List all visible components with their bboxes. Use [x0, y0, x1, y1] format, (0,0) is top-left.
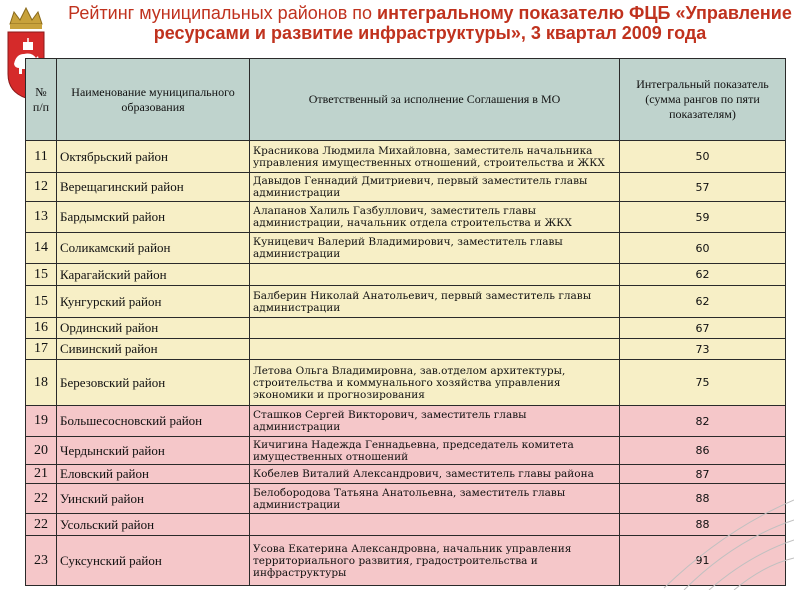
row-value: 88	[620, 514, 786, 536]
row-num: 21	[26, 465, 57, 484]
row-num: 16	[26, 318, 57, 339]
table-row	[26, 318, 786, 339]
row-responsible: Летова Ольга Владимировна, зав.отделом архитектуры, строительства и коммунального хозяйства управления экономики и прогнозирования	[250, 360, 620, 406]
row-num: 17	[26, 339, 57, 360]
row-num: 11	[26, 141, 57, 173]
row-num: 12	[26, 173, 57, 202]
row-value: 57	[620, 173, 786, 202]
row-value: 88	[620, 484, 786, 514]
row-district: Усольский район	[57, 514, 250, 536]
row-district: Большесосновский район	[57, 406, 250, 437]
row-district: Уинский район	[57, 484, 250, 514]
row-district: Верещагинский район	[57, 173, 250, 202]
row-num: 13	[26, 202, 57, 233]
row-num: 14	[26, 233, 57, 264]
row-district: Октябрьский район	[57, 141, 250, 173]
row-num: 19	[26, 406, 57, 437]
row-district: Березовский район	[57, 360, 250, 406]
header-indicator: Интегральный показатель (сумма рангов по пяти показателям)	[620, 59, 786, 141]
row-num: 15	[26, 286, 57, 318]
row-num: 22	[26, 514, 57, 536]
row-num: 15	[26, 264, 57, 286]
row-responsible	[250, 264, 620, 286]
row-value: 86	[620, 437, 786, 465]
row-value: 87	[620, 465, 786, 484]
row-responsible: Куницевич Валерий Владимирович, заместитель главы администрации	[250, 233, 620, 264]
row-district: Кунгурский район	[57, 286, 250, 318]
title-plain-text: Рейтинг муниципальных районов по	[68, 3, 378, 23]
row-responsible: Красникова Людмила Михайловна, заместитель начальника управления имущественных отношений, строительства и ЖКХ	[250, 141, 620, 173]
row-value: 91	[620, 536, 786, 586]
row-value: 50	[620, 141, 786, 173]
row-responsible: Усова Екатерина Александровна, начальник управления территориального развития, градостроительства и инфраструктуры	[250, 536, 620, 586]
table-row	[26, 141, 786, 173]
table-header-row	[26, 59, 786, 141]
row-value: 73	[620, 339, 786, 360]
table-row	[26, 233, 786, 264]
table-row	[26, 437, 786, 465]
row-num: 22	[26, 484, 57, 514]
row-district: Еловский район	[57, 465, 250, 484]
row-responsible	[250, 339, 620, 360]
row-district: Чердынский район	[57, 437, 250, 465]
row-num: 20	[26, 437, 57, 465]
table-row	[26, 339, 786, 360]
row-responsible: Алапанов Халиль Газбуллович, заместитель главы администрации, начальник отдела строительства и ЖКХ	[250, 202, 620, 233]
row-district: Сивинский район	[57, 339, 250, 360]
row-district: Ординский район	[57, 318, 250, 339]
row-value: 60	[620, 233, 786, 264]
row-num: 18	[26, 360, 57, 406]
row-district: Соликамский район	[57, 233, 250, 264]
header-responsible: Ответственный за исполнение Соглашения в МО	[250, 59, 620, 141]
decorative-lines-icon	[654, 470, 794, 590]
title-bold-text: интегральному показателю ФЦБ «Управление ресурсами и развитие инфраструктуры», 3 квартал 2009 года	[153, 3, 792, 43]
table-row	[26, 173, 786, 202]
row-value: 75	[620, 360, 786, 406]
row-district: Суксунский район	[57, 536, 250, 586]
row-responsible: Кичигина Надежда Геннадьевна, председатель комитета имущественных отношений	[250, 437, 620, 465]
row-value: 67	[620, 318, 786, 339]
table-row	[26, 264, 786, 286]
row-responsible: Белобородова Татьяна Анатольевна, заместитель главы администрации	[250, 484, 620, 514]
table-row	[26, 360, 786, 406]
header-num: № п/п	[26, 59, 57, 141]
row-responsible: Кобелев Виталий Александрович, заместитель главы района	[250, 465, 620, 484]
row-value: 82	[620, 406, 786, 437]
table-row	[26, 406, 786, 437]
row-value: 62	[620, 286, 786, 318]
row-value: 62	[620, 264, 786, 286]
row-value: 59	[620, 202, 786, 233]
header-district: Наименование муниципального образования	[57, 59, 250, 141]
row-responsible: Балберин Николай Анатольевич, первый заместитель главы администрации	[250, 286, 620, 318]
row-num: 23	[26, 536, 57, 586]
table-row	[26, 286, 786, 318]
row-responsible	[250, 318, 620, 339]
row-responsible	[250, 514, 620, 536]
row-district: Карагайский район	[57, 264, 250, 286]
row-district: Бардымский район	[57, 202, 250, 233]
row-responsible: Давыдов Геннадий Дмитриевич, первый заместитель главы администрации	[250, 173, 620, 202]
table-row	[26, 202, 786, 233]
row-responsible: Сташков Сергей Викторович, заместитель главы администрации	[250, 406, 620, 437]
page-title	[60, 3, 800, 43]
